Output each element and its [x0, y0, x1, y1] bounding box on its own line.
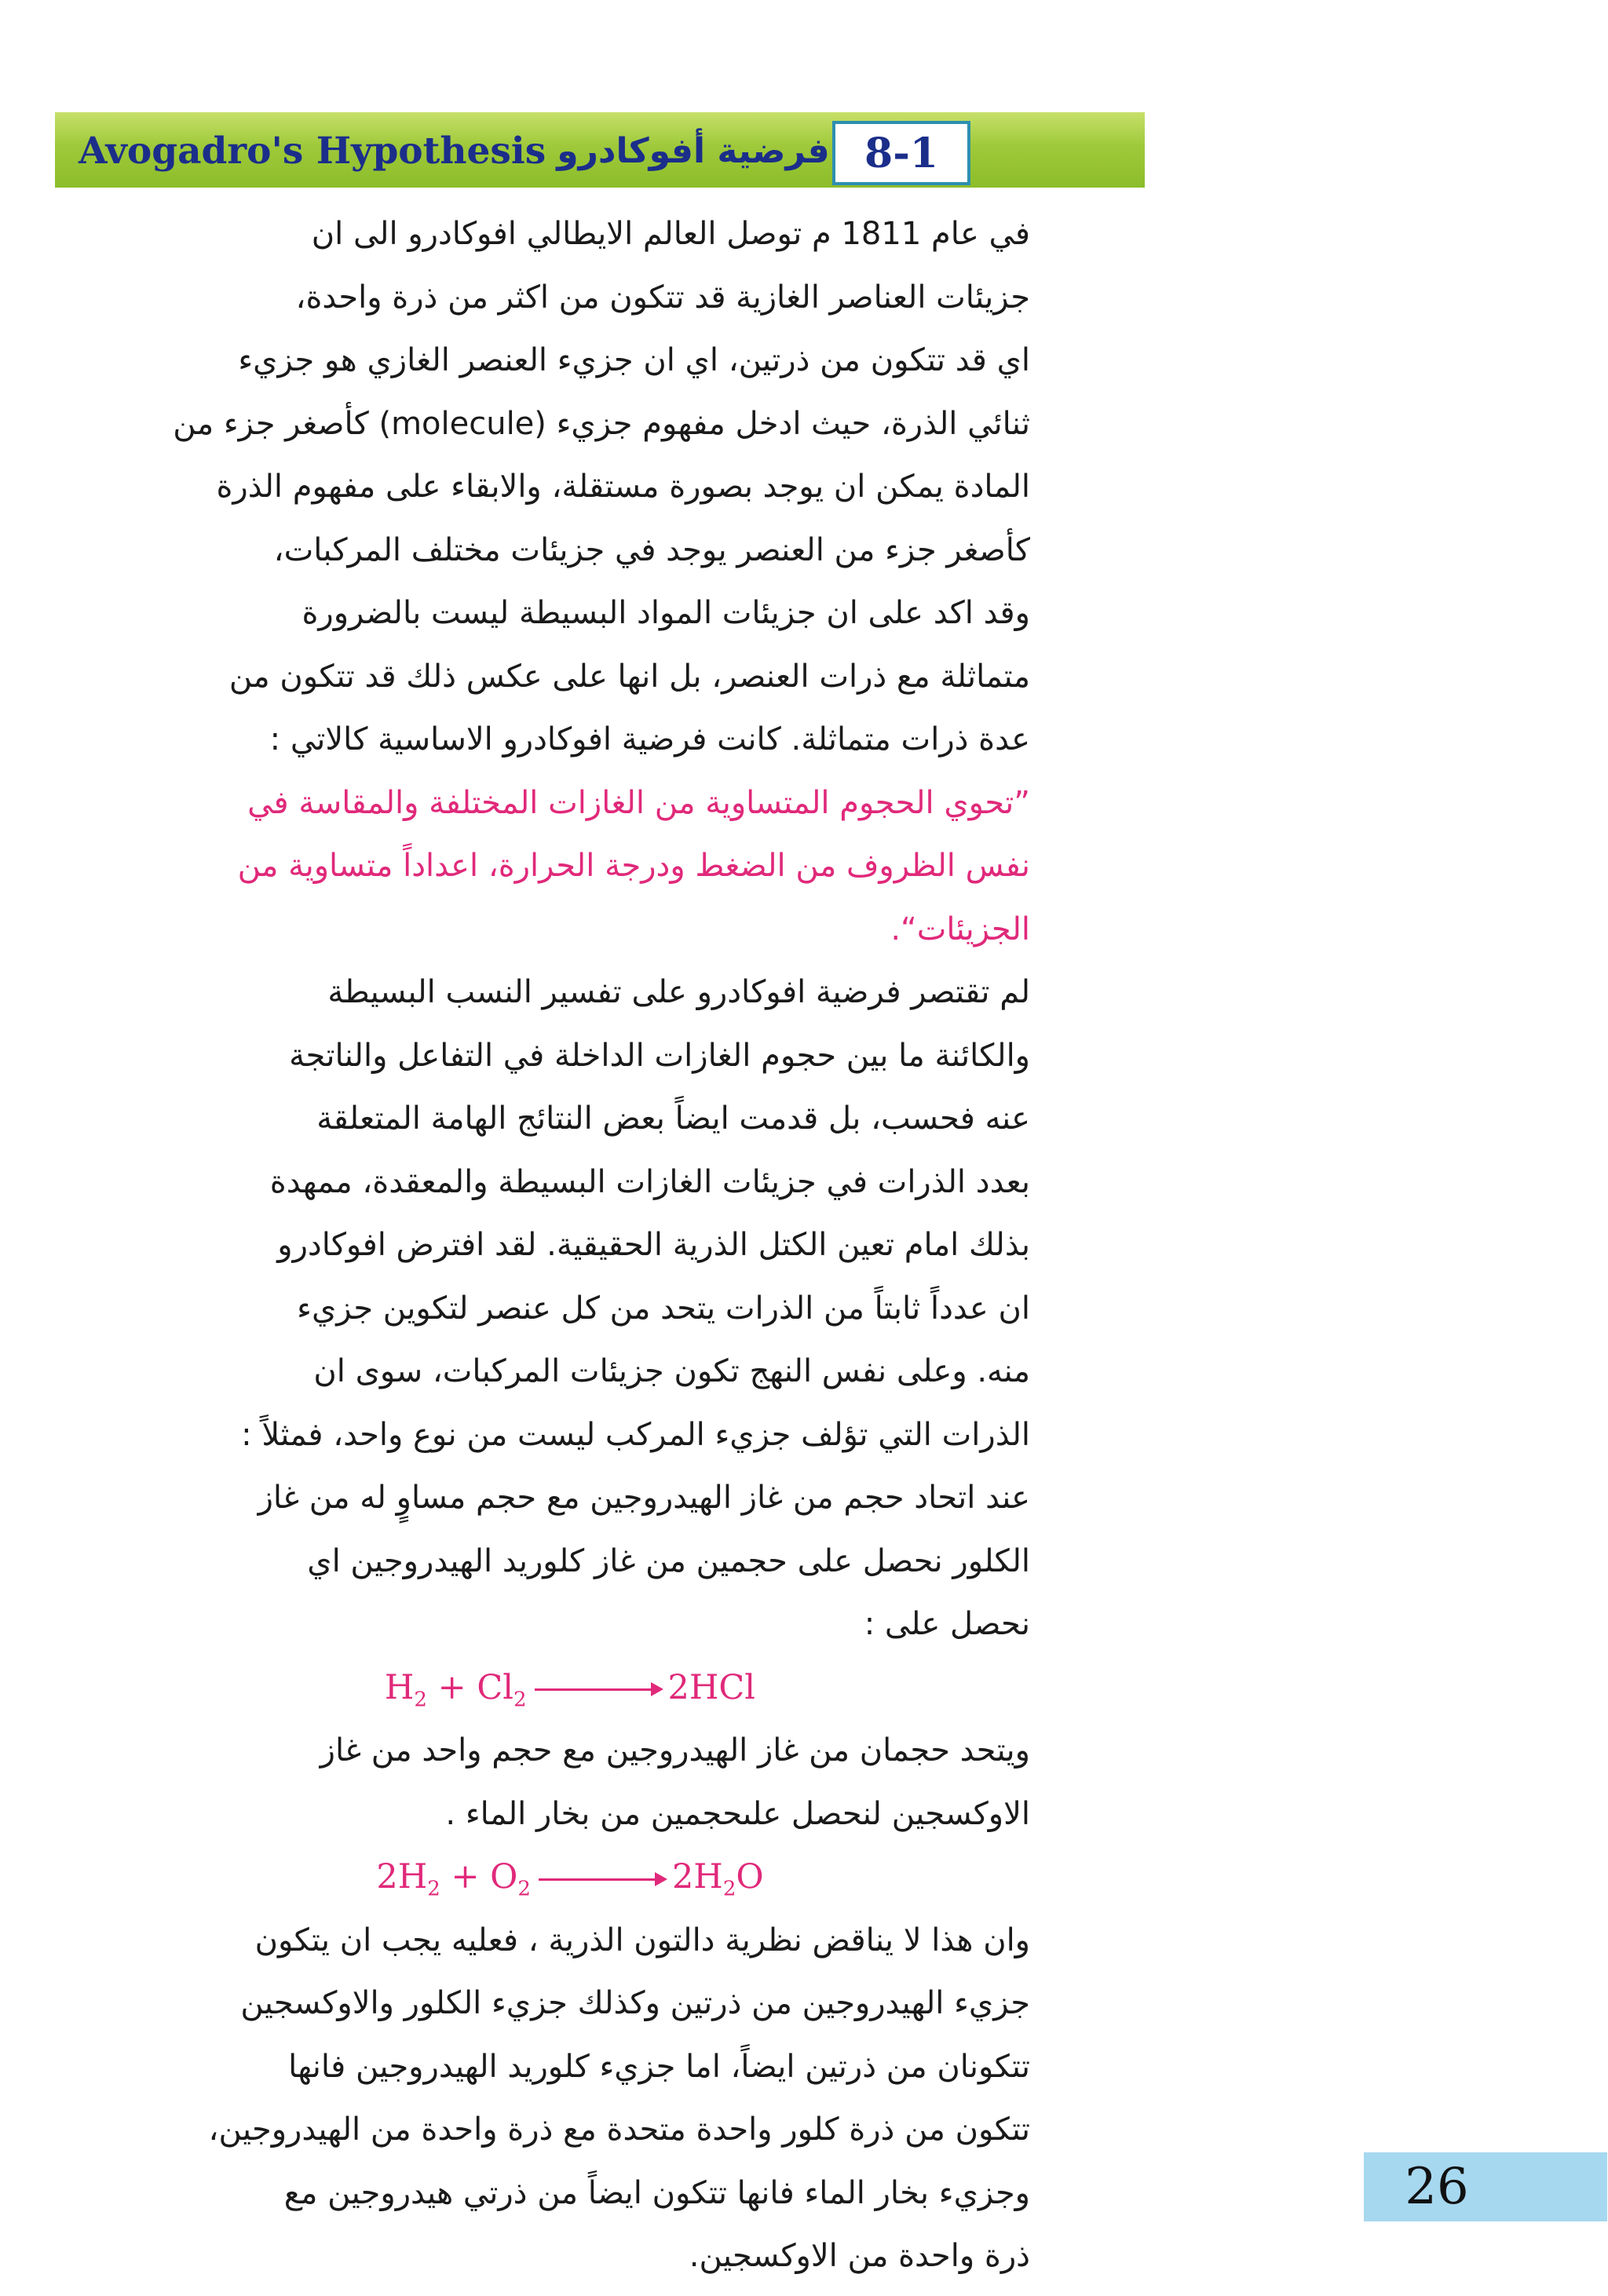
eq2-subscript: 2 — [427, 1877, 440, 1901]
article-body — [110, 203, 1030, 2288]
text-line: بعدد الذرات في جزيئات الغازات البسيطة والمعقدة، ممهدة — [269, 1163, 1030, 1200]
eq1-plus: + — [437, 1667, 466, 1707]
eq2-subscript: 2 — [722, 1877, 736, 1901]
text-line: الاوكسجين لنحصل علىحجمين من بخار الماء . — [445, 1795, 1030, 1832]
text-line: تتكونان من ذرتين ايضاً، اما جزيء كلوريد الهيدروجين فانها — [288, 2048, 1030, 2085]
text-line: لم تقتصر فرضية افوكادرو على تفسير النسب البسيطة — [327, 974, 1030, 1010]
text-line: بذلك امام تعين الكتل الذرية الحقيقية. لقد افترض افوكادرو — [277, 1227, 1030, 1263]
section-title-arabic: فرضية أفوكادرو — [557, 130, 830, 171]
hypothesis-quote-line: نفس الظروف من الضغط ودرجة الحرارة، اعداداً متساوية من — [237, 848, 1030, 884]
text-line: اي قد تتكون من ذرتين، اي ان جزيء العنصر الغازي هو جزيء — [238, 342, 1030, 378]
text-line: جزيء الهيدروجين من ذرتين وكذلك جزيء الكلور والاوكسجين — [240, 1985, 1030, 2021]
text-line: ثنائي الذرة، حيث ادخل مفهوم جزيء (molecule) كأصغر جزء من — [173, 405, 1030, 442]
eq2-subscript: 2 — [517, 1877, 531, 1901]
text-line: عدة ذرات متماثلة. كانت فرضية افوكادرو الاساسية كالاتي : — [269, 721, 1030, 757]
text-line: الذرات التي تؤلف جزيء المركب ليست من نوع واحد، فمثلاً : — [241, 1416, 1030, 1453]
reaction-arrow-icon — [535, 1688, 660, 1691]
eq2-reactant-1: 2H — [376, 1857, 428, 1896]
text-line: المادة يمكن ان يوجد بصورة مستقلة، والابقاء على مفهوم الذرة — [216, 469, 1030, 505]
hypothesis-quote-line: الجزيئات“. — [890, 911, 1030, 947]
text-line: كأصغر جزء من العنصر يوجد في جزيئات مختلف المركبات، — [273, 531, 1030, 568]
text-line: متماثلة مع ذرات العنصر، بل انها على عكس ذلك قد تتكون من — [228, 658, 1030, 695]
eq2-product: 2H — [671, 1857, 723, 1896]
eq1-subscript: 2 — [414, 1688, 427, 1712]
eq1-subscript: 2 — [513, 1688, 527, 1712]
text-line: وقد اكد على ان جزيئات المواد البسيطة ليست بالضرورة — [302, 595, 1030, 631]
section-title-english: Avogadro's Hypothesis — [79, 129, 546, 173]
page-number: 26 — [1405, 2158, 1469, 2216]
text-line: وان هذا لا يناقض نظرية دالتون الذرية ، فعليه يجب ان يتكون — [254, 1922, 1030, 1958]
equation-hcl — [110, 1656, 1030, 1720]
text-line: عند اتحاد حجم من غاز الهيدروجين مع حجم مساوٍ له من غاز — [258, 1480, 1030, 1516]
section-number-box — [832, 121, 970, 185]
reaction-arrow-icon — [539, 1878, 664, 1881]
text-line: ان عدداً ثابتاً من الذرات يتحد من كل عنصر لتكوين جزيء — [297, 1290, 1030, 1327]
text-line: تتكون من ذرة كلور واحدة متحدة مع ذرة واحدة من الهيدروجين، — [208, 2112, 1030, 2148]
text-line: والكائنة ما بين حجوم الغازات الداخلة في التفاعل والناتجة — [289, 1037, 1030, 1074]
text-line: وجزيء بخار الماء فانها تتكون ايضاً من ذرتي هيدروجين مع — [283, 2174, 1030, 2211]
eq2-plus: + — [451, 1857, 480, 1896]
hypothesis-quote-line: ”تحوي الحجوم المتساوية من الغازات المختلفة والمقاسة في — [247, 784, 1030, 821]
section-title — [79, 118, 832, 184]
eq2-product-tail: O — [736, 1857, 764, 1896]
text-line: عنه فحسب، بل قدمت ايضاً بعض النتائج الهامة المتعلقة — [316, 1101, 1030, 1137]
text-line: جزيئات العناصر الغازية قد تتكون من اكثر من ذرة واحدة، — [295, 279, 1030, 316]
eq1-product: 2HCl — [667, 1667, 756, 1707]
eq1-reactant-1: H — [384, 1667, 415, 1707]
equation-water — [110, 1845, 1030, 1909]
text-line: منه. وعلى نفس النهج تكون جزيئات المركبات، سوى ان — [313, 1353, 1030, 1389]
text-line: في عام 1811 م توصل العالم الايطالي افوكادرو الى ان — [311, 216, 1030, 252]
eq1-reactant-2: Cl — [477, 1667, 513, 1707]
text-line: ذرة واحدة من الاوكسجين. — [689, 2238, 1030, 2274]
text-line: نحصل على : — [864, 1606, 1030, 1642]
section-number: 8-1 — [864, 129, 938, 177]
text-line: ويتحد حجمان من غاز الهيدروجين مع حجم واحد من غاز — [320, 1732, 1030, 1769]
text-line: الكلور نحصل على حجمين من غاز كلوريد الهيدروجين اي — [307, 1542, 1030, 1579]
eq2-reactant-2: O — [490, 1857, 518, 1896]
